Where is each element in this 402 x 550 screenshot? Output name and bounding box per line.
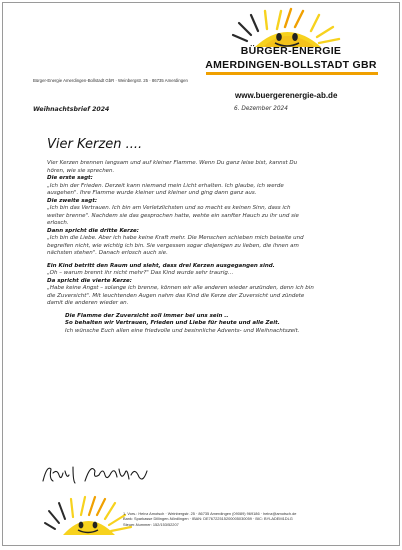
- section-heading: Dann spricht die dritte Kerze:: [47, 227, 139, 234]
- paragraph-line: „Ich bin die Liebe. Aber ich habe keine Kraft mehr. Die Menschen schieben mich beiseite und: [47, 235, 304, 241]
- footer-line: Steuer-Nummer: 152/153/52207: [123, 521, 179, 527]
- section-heading: Ein Kind betritt den Raum und sieht, dass drei Kerzen ausgegangen sind.: [47, 262, 275, 269]
- letter-page: [2, 2, 400, 546]
- letter-body: [47, 160, 367, 335]
- letter-title: Vier Kerzen ....: [47, 137, 143, 152]
- paragraph-line: weiter brenne". Nachdem sie das gesprochen hatte, wehte ein sanfter Hauch zu ihr und sie: [47, 212, 299, 219]
- paragraph-line: erlosch.: [47, 220, 69, 226]
- orange-divider: [206, 72, 378, 75]
- footer-line: 1. Vors.: Heinz Amotsch · Weinbergstr. 25 · 86735 Amerdingen (09089) 969186 · heinz@amotsch.de: [123, 511, 297, 516]
- website-link[interactable]: www.buergerenergie-ab.de: [235, 91, 338, 100]
- intro-line: Vier Kerzen brennen langsam und auf kleiner Flamme. Wenn Du ganz leise bist, kannst Du: [47, 160, 298, 166]
- sun-logo-icon: [227, 7, 347, 47]
- section-heading: Die erste sagt:: [47, 175, 93, 181]
- handwritten-signature: [39, 461, 149, 487]
- paragraph-line: nächsten stehen". Danach erlosch auch sie.: [47, 250, 168, 256]
- sender-address-line: Bürger-Energie Amerdingen-Bollstadt GbR · Weinbergstr. 25 · 86735 Amerdingen: [33, 78, 188, 83]
- sun-logo-icon: [43, 493, 133, 535]
- closing-line: Ich wünsche Euch allen eine friedvolle und besinnliche Advents- und Weihnachtszeit.: [65, 327, 300, 334]
- paragraph-line: „Oh – warum brennt ihr nicht mehr?" Das Kind wurde sehr traurig…: [47, 270, 234, 276]
- footer-line: Bank: Sparkasse Dillingen-Nördlingen · IBAN: DE76722515200005030059 · BIC: BYLADEM1DLG: [123, 516, 293, 522]
- paragraph-line: „Ich bin der Frieden. Derzeit kann niemand mein Licht erhalten. Ich glaube, ich werde: [47, 182, 284, 189]
- paragraph-line: damit die anderen wieder an.: [47, 300, 129, 306]
- closing-line: Die Flamme der Zuversicht soll immer bei uns sein ..: [65, 312, 229, 319]
- section-heading: Da spricht die vierte Kerze:: [47, 277, 132, 284]
- company-name-line-2: AMERDINGEN-BOLLSTADT GBR: [205, 59, 377, 71]
- intro-line: hören, wie sie sprechen.: [47, 167, 115, 174]
- company-name-line-1: BÜRGER-ENERGIE: [240, 45, 342, 57]
- paragraph-line: die Zuversicht". Mit leuchtenden Augen nahm das Kind die Kerze der Zuversicht und zündete: [47, 292, 305, 299]
- paragraph-line: ausgehen". Ihre Flamme wurde kleiner und kleiner und ging dann ganz aus.: [47, 190, 257, 196]
- document-date: 6. Dezember 2024: [234, 106, 288, 112]
- paragraph-line: „Ich bin das Vertrauen. Ich bin am Verletzlichsten und so macht es keinen Sinn, dass ich: [47, 205, 291, 211]
- footer: [123, 511, 393, 527]
- document-type: Weihnachtsbrief 2024: [33, 106, 110, 113]
- section-heading: Die zweite sagt:: [47, 197, 98, 204]
- paragraph-line: „Habe keine Angst – solange ich brenne, können wir alle anderen wieder anzünden, denn ich bin: [47, 285, 314, 291]
- closing-line: So behalten wir Vertrauen, Frieden und Liebe für heute und alle Zeit.: [65, 320, 280, 326]
- paragraph-line: begreifen nicht, wie wichtig ich bin. Sie vergessen sogar diejenigen zu lieben, die ihnen am: [47, 242, 299, 249]
